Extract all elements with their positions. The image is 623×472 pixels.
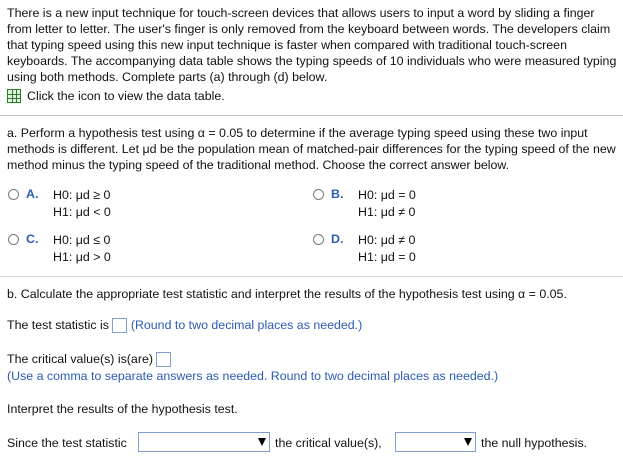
alternative-hypothesis: H1: μd < 0 — [53, 205, 111, 219]
critical-value-row — [7, 352, 171, 367]
alternative-hypothesis: H1: μd = 0 — [358, 250, 416, 264]
hypothesis-block — [358, 232, 416, 266]
alternative-hypothesis: H1: μd ≠ 0 — [358, 205, 416, 219]
choice-letter: D. — [331, 232, 344, 246]
test-statistic-hint: (Round to two decimal places as needed.) — [130, 318, 363, 332]
null-hypothesis: H0: μd ≠ 0 — [358, 233, 416, 247]
critical-text: the critical value(s), — [275, 436, 382, 450]
hypothesis-block — [53, 187, 111, 221]
chevron-down-icon[interactable] — [258, 438, 266, 446]
hypothesis-block — [358, 187, 416, 221]
null-hypothesis: H0: μd = 0 — [358, 188, 416, 202]
critical-value-input[interactable] — [156, 352, 171, 367]
choice-c[interactable] — [8, 232, 111, 266]
table-icon[interactable] — [7, 89, 21, 103]
radio-button[interactable] — [8, 189, 19, 200]
part-b-question: b. Calculate the appropriate test statistic and interpret the results of the hypothesis test using α = 0.05. — [7, 287, 567, 301]
choice-d[interactable] — [313, 232, 416, 266]
choice-letter: C. — [26, 232, 39, 246]
choice-a[interactable] — [8, 187, 111, 221]
null-hypothesis: H0: μd ≥ 0 — [53, 188, 111, 202]
test-statistic-row — [7, 318, 362, 333]
radio-button[interactable] — [313, 234, 324, 245]
decision-dropdown[interactable] — [395, 432, 476, 452]
alternative-hypothesis: H1: μd > 0 — [53, 250, 111, 264]
critical-value-hint: (Use a comma to separate answers as needed. Round to two decimal places as needed.) — [7, 369, 499, 383]
intro-text: There is a new input technique for touch-screen devices that allows users to input a word by sliding a finger from letter to letter. The user's finger is only removed from the keyboard between words. The developers claim that typing speed using this new input technique is faster when compared with traditional touch-screen keyboards. The accompanying data table shows the typing speeds of 10 individuals who were measured typing using both methods. Complete parts (a) through (d) below. — [7, 6, 617, 84]
part-a-question — [7, 125, 619, 173]
test-statistic-label: The test statistic is — [7, 318, 109, 332]
null-text: the null hypothesis. — [481, 436, 588, 450]
null-hypothesis: H0: μd ≤ 0 — [53, 233, 111, 247]
problem-intro — [7, 5, 617, 85]
chevron-down-icon[interactable] — [464, 438, 472, 446]
since-text: Since the test statistic — [7, 436, 127, 450]
test-statistic-input[interactable] — [112, 318, 127, 333]
part-a-text: a. Perform a hypothesis test using α = 0.05 to determine if the average typing speed using these two input methods is different. Let μd be the population mean of matched-pair differences for the typing speed of the new method minus the typing speed of the traditional method. Choose the correct answer below. — [7, 126, 616, 172]
critical-value-label: The critical value(s) is(are) — [7, 352, 153, 366]
radio-button[interactable] — [313, 189, 324, 200]
choice-letter: B. — [331, 187, 344, 201]
choice-letter: A. — [26, 187, 39, 201]
section-divider — [0, 115, 623, 116]
data-link-label[interactable]: Click the icon to view the data table. — [27, 89, 225, 103]
hypothesis-block — [53, 232, 111, 266]
interpret-label: Interpret the results of the hypothesis test. — [7, 402, 238, 416]
radio-button[interactable] — [8, 234, 19, 245]
comparison-dropdown[interactable] — [138, 432, 270, 452]
data-table-link[interactable] — [7, 89, 225, 103]
choice-b[interactable] — [313, 187, 416, 221]
section-divider — [0, 276, 623, 277]
